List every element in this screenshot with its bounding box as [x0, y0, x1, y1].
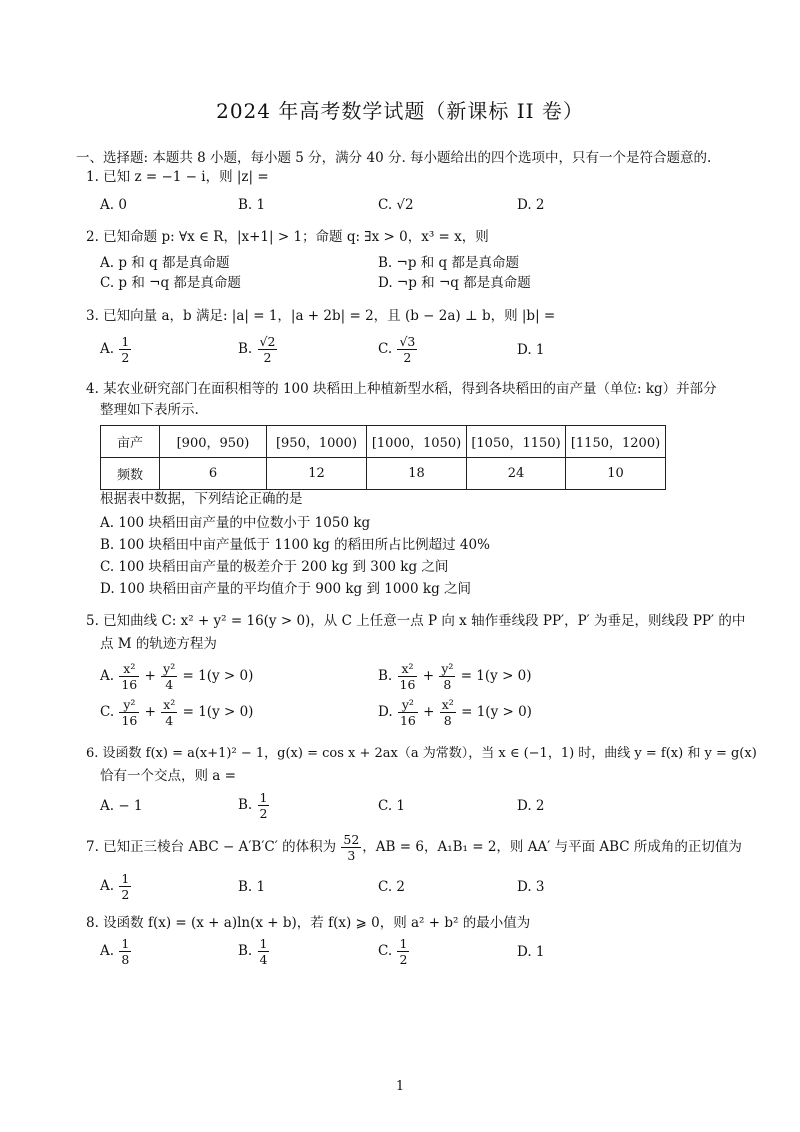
question-4-stem-line-2: 整理如下表所示.: [100, 402, 199, 418]
question-2-stem: 2. 已知命题 p: ∀x ∈ R，|x+1| > 1；命题 q: ∃x > 0，x³ = x，则: [86, 229, 489, 245]
q6-option-b: [238, 790, 270, 821]
equation-rest: = 1(y > 0): [182, 668, 254, 684]
page-title: 2024 年高考数学试题（新课标 II 卷）: [216, 99, 584, 123]
fraction: [398, 697, 418, 728]
yield-frequency-table: [100, 425, 666, 490]
table-row: [101, 458, 666, 490]
option-label: A.: [100, 341, 115, 357]
q6-option-c: C. 1: [378, 798, 406, 814]
numerator: 1: [259, 936, 268, 951]
question-5-stem-line-2: 点 M 的轨迹方程为: [100, 636, 217, 652]
numerator: 1: [121, 936, 130, 951]
q6-option-d: D. 2: [517, 798, 545, 814]
table-cell: 10: [566, 458, 666, 490]
table-header-cell: [950，1000): [267, 426, 367, 458]
q1-option-b: B. 1: [238, 197, 266, 213]
q7-option-c: C. 2: [378, 879, 406, 895]
q3-option-a: [100, 334, 132, 365]
q5-option-a: [100, 661, 253, 692]
question-4-stem-line-1: 4. 某农业研究部门在面积相等的 100 块稻田上种植新型水稻，得到各块稻田的亩产量（单位: kg）并部分: [86, 381, 717, 397]
q5-option-d: [378, 697, 532, 728]
numerator: x²: [163, 697, 176, 712]
numerator: √3: [399, 334, 416, 349]
question-6-stem-line-1: 6. 设函数 f(x) = a(x+1)² − 1，g(x) = cos x + 2ax（a 为常数），当 x ∈ (−1，1) 时，曲线 y = f(x) 和 y = g(x): [86, 746, 757, 761]
table-cell: 6: [160, 458, 267, 490]
q8-option-c: [378, 936, 410, 967]
q5-option-c: [100, 697, 253, 728]
numerator: y²: [398, 697, 418, 713]
stem-part-1: 7. 已知正三棱台 ABC − A′B′C′ 的体积为: [86, 839, 337, 855]
plus-sign: +: [423, 704, 435, 720]
table-header-cell: [1000，1050): [367, 426, 467, 458]
option-label: C.: [100, 704, 115, 720]
fraction: [161, 661, 177, 692]
q7-option-b: B. 1: [238, 879, 266, 895]
q8-option-d: D. 1: [517, 944, 545, 960]
denominator: 4: [259, 952, 268, 967]
q4-option-b: B. 100 块稻田中亩产量低于 1100 kg 的稻田所占比例超过 40%: [100, 537, 490, 553]
numerator: x²: [398, 661, 418, 677]
section-heading: 一、选择题: 本题共 8 小题，每小题 5 分，满分 40 分. 每小题给出的四个选项中，只有一个是符合题意的.: [76, 150, 712, 166]
option-label: B.: [378, 668, 393, 684]
denominator: 4: [165, 713, 174, 728]
option-label: A.: [100, 943, 115, 959]
option-label: D.: [378, 704, 393, 720]
numerator: y²: [163, 661, 176, 676]
fraction: [397, 936, 409, 967]
numerator: √2: [259, 334, 276, 349]
table-cell: 频数: [101, 458, 160, 490]
table-cell: 12: [267, 458, 367, 490]
fraction: [161, 697, 177, 728]
fraction: [258, 790, 270, 821]
table-cell: 24: [467, 458, 566, 490]
fraction: [119, 334, 131, 365]
option-label: A.: [100, 668, 115, 684]
question-7-stem: [86, 832, 742, 863]
q8-option-a: [100, 936, 132, 967]
table-header-row: [101, 426, 666, 458]
q2-option-d: D. ¬p 和 ¬q 都是真命题: [378, 275, 531, 291]
equation-rest: = 1(y > 0): [182, 704, 254, 720]
q1-option-c: C. √2: [378, 197, 414, 213]
numerator: y²: [441, 661, 454, 676]
fraction: [341, 832, 361, 863]
plus-sign: +: [422, 668, 435, 684]
table-header-cell: [1050，1150): [467, 426, 566, 458]
q3-option-c: [378, 334, 418, 365]
table-header-cell: [900，950): [160, 426, 267, 458]
q3-option-b: [238, 334, 278, 365]
numerator: 52: [343, 832, 360, 847]
question-8-stem: 8. 设函数 f(x) = (x + a)ln(x + b)，若 f(x) ⩾ 0，则 a² + b² 的最小值为: [86, 915, 531, 931]
q3-option-d: D. 1: [517, 342, 545, 358]
question-1-stem: 1. 已知 z = −1 − i，则 |z| =: [86, 169, 269, 185]
denominator: 2: [263, 350, 272, 365]
q2-option-c: C. p 和 ¬q 都是真命题: [100, 275, 241, 291]
numerator: x²: [441, 697, 454, 712]
fraction: [398, 661, 418, 692]
fraction: [119, 936, 131, 967]
stem-part-2: ，AB = 6，A₁B₁ = 2，则 AA′ 与平面 ABC 所成角的正切值为: [362, 839, 742, 855]
page-number: 1: [395, 1079, 405, 1094]
question-3-stem: 3. 已知向量 a，b 满足: |a| = 1，|a + 2b| = 2，且 (b − 2a) ⊥ b，则 |b| =: [86, 308, 556, 324]
denominator: 4: [165, 677, 174, 692]
q6-option-a: A. − 1: [100, 798, 143, 814]
q4-option-d: D. 100 块稻田亩产量的平均值介于 900 kg 到 1000 kg 之间: [100, 581, 471, 597]
fraction: [440, 697, 456, 728]
denominator: 16: [121, 677, 138, 692]
denominator: 8: [121, 952, 130, 967]
fraction: [119, 697, 139, 728]
denominator: 2: [121, 350, 130, 365]
option-label: B.: [238, 943, 253, 959]
option-label: B.: [238, 797, 253, 813]
q4-option-c: C. 100 块稻田亩产量的极差介于 200 kg 到 300 kg 之间: [100, 559, 449, 575]
equation-rest: = 1(y > 0): [460, 668, 532, 684]
fraction: [119, 661, 139, 692]
table-header-cell: [1150，1200): [566, 426, 666, 458]
option-label: C.: [378, 943, 393, 959]
question-5-stem-line-1: 5. 已知曲线 C: x² + y² = 16(y > 0)，从 C 上任意一点 P 向 x 轴作垂线段 PP′，P′ 为垂足，则线段 PP′ 的中: [86, 613, 746, 629]
denominator: 3: [347, 848, 356, 863]
plus-sign: +: [144, 704, 156, 720]
fraction: [258, 334, 278, 365]
denominator: 8: [443, 713, 452, 728]
q7-option-d: D. 3: [517, 879, 545, 895]
q2-option-b: B. ¬p 和 q 都是真命题: [378, 255, 519, 271]
q7-option-a: [100, 871, 132, 902]
option-label: B.: [238, 341, 253, 357]
numerator: 1: [121, 334, 130, 349]
fraction: [119, 871, 131, 902]
denominator: 2: [259, 806, 268, 821]
fraction: [397, 334, 417, 365]
equation-rest: = 1(y > 0): [461, 704, 532, 720]
denominator: 2: [399, 952, 408, 967]
q2-option-a: A. p 和 q 都是真命题: [100, 255, 230, 271]
q8-option-b: [238, 936, 270, 967]
plus-sign: +: [144, 668, 156, 684]
numerator: 1: [121, 871, 130, 886]
denominator: 16: [399, 713, 416, 728]
denominator: 16: [121, 713, 138, 728]
denominator: 8: [443, 677, 452, 692]
numerator: 1: [399, 936, 408, 951]
q5-option-b: [378, 661, 532, 692]
q4-option-a: A. 100 块稻田亩产量的中位数小于 1050 kg: [100, 515, 371, 531]
table-cell: 18: [367, 458, 467, 490]
option-label: A.: [100, 878, 115, 894]
q1-option-a: A. 0: [100, 197, 127, 213]
denominator: 16: [399, 677, 416, 692]
denominator: 2: [121, 887, 130, 902]
fraction: [439, 661, 455, 692]
numerator: 1: [259, 790, 268, 805]
q1-option-d: D. 2: [517, 197, 545, 213]
question-6-stem-line-2: 恰有一个交点，则 a =: [100, 768, 236, 784]
denominator: 2: [403, 350, 412, 365]
table-header-cell: 亩产: [101, 426, 160, 458]
question-4-prompt: 根据表中数据，下列结论正确的是: [100, 491, 303, 507]
option-label: C.: [378, 341, 393, 357]
numerator: x²: [119, 661, 139, 677]
fraction: [258, 936, 270, 967]
numerator: y²: [119, 697, 139, 713]
